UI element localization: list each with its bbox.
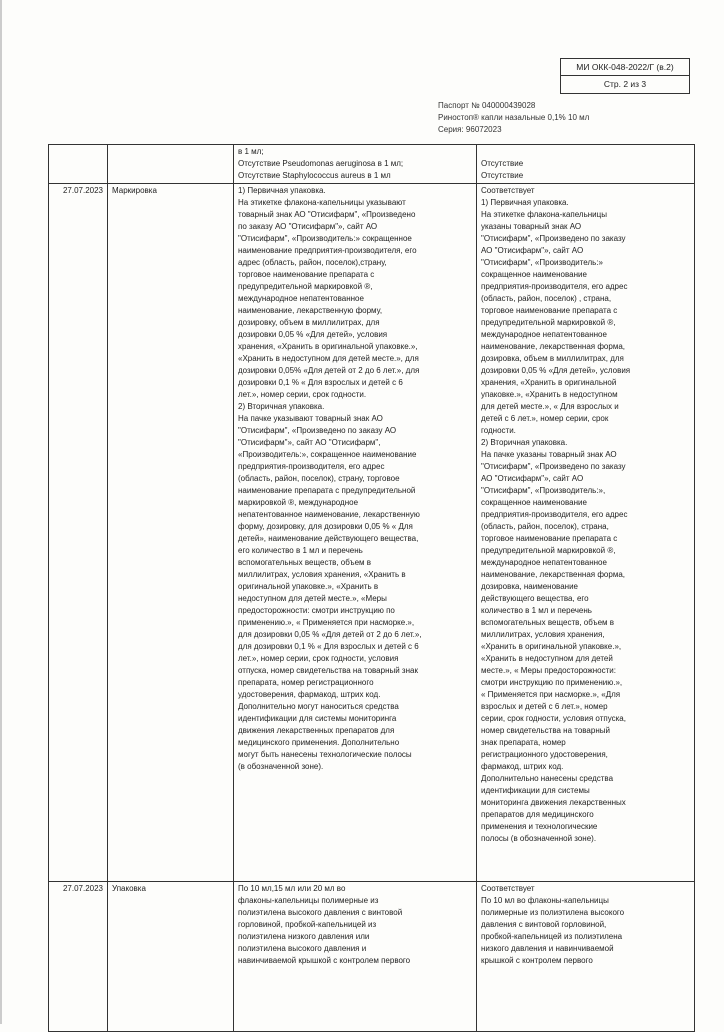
result-line: предупредительной маркировкой ®, — [481, 546, 616, 555]
requirement-line: препарата, номер регистрационного — [238, 678, 374, 687]
result-line: номер свидетельства на товарный — [481, 726, 610, 735]
result-line: Отсутствие — [481, 159, 524, 168]
requirement-line: предупредительной маркировкой ®, — [238, 282, 373, 291]
test-date: 27.07.2023 — [62, 884, 103, 893]
result-line: серии, срок годности, условия отпуска, — [481, 714, 626, 723]
requirement-line: «Производитель:», сокращенное наименование — [238, 450, 417, 459]
requirement-line: Отсутствие Pseudomonas aeruginosa в 1 мл; — [238, 159, 404, 168]
page-number: Стр. 2 из 3 — [603, 79, 647, 89]
result-line: "Отисифарм", «Производитель:» — [481, 258, 603, 267]
result-line: давления с винтовой горловиной, — [481, 920, 607, 929]
result-line: действующего вещества, его — [481, 594, 589, 603]
result-line: дозировка, объем в миллилитрах, для — [481, 354, 624, 363]
test-date: 27.07.2023 — [62, 186, 103, 195]
requirement-line: лет.», номер серии, срок годности, условия — [238, 654, 399, 663]
table-row — [49, 145, 695, 184]
date-cell — [49, 184, 108, 882]
result-line: предприятия-производителя, его адрес — [481, 282, 628, 291]
result-line: количество в 1 мл и перечень — [481, 606, 592, 615]
quality-control-table — [48, 144, 695, 1032]
result-line: Отсутствие — [481, 171, 524, 180]
result-line: "Отисифарм", «Произведено по заказу — [481, 462, 626, 471]
result-line: международное непатентованное — [481, 330, 607, 339]
requirement-line: хранения, «Хранить в оригинальной упаковке.», — [238, 342, 418, 351]
result-line: торговое наименование препарата с — [481, 534, 618, 543]
date-cell — [49, 145, 108, 184]
requirement-line: наименование предприятия-производителя, его — [238, 246, 417, 255]
result-line: регистрационного удостоверения, — [481, 750, 608, 759]
requirement-line: 1) Первичная упаковка. — [238, 186, 326, 195]
requirement-line: миллилитрах, условия хранения, «Хранить в — [238, 570, 406, 579]
result-line: пробкой-капельницей из полиэтилена — [481, 932, 623, 941]
result-line: сокращенное наименование — [481, 270, 587, 279]
result-line: для детей месте.», « Для взрослых и — [481, 402, 619, 411]
requirement-line: «Хранить в недоступном для детей месте.», для — [238, 354, 419, 363]
result-line: «Хранить в оригинальной упаковке.», — [481, 642, 622, 651]
requirement-line: движения лекарственных препаратов для — [238, 726, 395, 735]
requirement-line: Дополнительно могут наноситься средства — [238, 702, 399, 711]
requirement-line: полиэтилена низкого давления или — [238, 932, 370, 941]
requirement-line: в 1 мл; — [238, 147, 264, 156]
result-line: АО "Отисифарм"», сайт АО — [481, 246, 584, 255]
result-line: вспомогательных веществ, объем в — [481, 618, 614, 627]
requirement-line: Отсутствие Staphylococcus aureus в 1 мл — [238, 171, 391, 180]
requirement-line: предприятия-производителя, его адрес — [238, 462, 385, 471]
requirement-cell — [234, 145, 477, 184]
result-line: детей с 6 лет.», номер серии, срок — [481, 414, 609, 423]
requirement-line: его количество в 1 мл и перечень — [238, 546, 363, 555]
requirement-line: форму, дозировку, для дозировки 0,05 % « Для — [238, 522, 413, 531]
table-row — [49, 882, 695, 1032]
requirement-line: детей», наименование действующего вещества, — [238, 534, 419, 543]
requirement-line: международное непатентованное — [238, 294, 364, 303]
result-line: (область, район, поселок), страна, — [481, 522, 609, 531]
result-line: полосы (в обозначенной зоне). — [481, 834, 597, 843]
requirement-line: По 10 мл,15 мл или 20 мл во — [238, 884, 346, 893]
requirement-line: по заказу АО "Отисифарм"», сайт АО — [238, 222, 378, 231]
result-line: предприятия-производителя, его адрес — [481, 510, 628, 519]
requirement-line: оригинальной упаковке.», «Хранить в — [238, 582, 379, 591]
indicator-cell — [108, 882, 234, 1032]
result-line: указаны товарный знак АО — [481, 222, 582, 231]
result-line: взрослых и детей с 6 лет.», номер — [481, 702, 608, 711]
result-line: 1) Первичная упаковка. — [481, 198, 569, 207]
requirement-line: недоступном для детей месте.», «Меры — [238, 594, 387, 603]
result-line: Соответствует — [481, 186, 535, 195]
requirement-line: флаконы-капельницы полимерные из — [238, 896, 379, 905]
requirement-cell — [234, 882, 477, 1032]
passport-block — [438, 100, 589, 136]
result-line: «Хранить в недоступном для детей — [481, 654, 613, 663]
requirement-line: "Отисифарм", «Производитель:» сокращенное — [238, 234, 412, 243]
result-line: годности. — [481, 426, 516, 435]
requirement-line: "Отисифарм", «Произведено по заказу АО — [238, 426, 397, 435]
requirement-line: удостоверения, фармакод, штрих код. — [238, 690, 381, 699]
requirement-line: дозировку, объем в миллилитрах, для — [238, 318, 380, 327]
requirement-line: применению.», « Применяется при насморке.», — [238, 618, 415, 627]
result-line: смотри инструкцию по применению.», — [481, 678, 623, 687]
requirement-line: наименование препарата с предупредительной — [238, 486, 416, 495]
requirement-line: наименование, лекарственную форму, — [238, 306, 383, 315]
requirement-line: маркировкой ®, международное — [238, 498, 359, 507]
requirement-line: отпуска, номер свидетельства на товарный знак — [238, 666, 418, 675]
requirement-line: (область, район, поселок), страну, торговое — [238, 474, 400, 483]
result-line: На пачке указаны товарный знак АО — [481, 450, 617, 459]
indicator-name: Маркировка — [112, 186, 157, 195]
indicator-cell — [108, 145, 234, 184]
requirement-line: горловиной, пробкой-капельницей из — [238, 920, 377, 929]
result-line: « Применяется при насморке.», «Для — [481, 690, 621, 699]
requirement-line: для дозировки 0,1 % « Для взрослых и детей с 6 — [238, 642, 419, 651]
result-line: Соответствует — [481, 884, 535, 893]
result-line: мониторинга движения лекарственных — [481, 798, 626, 807]
requirement-line: медицинского применения. Дополнительно — [238, 738, 400, 747]
result-line: (область, район, поселок) , страна, — [481, 294, 612, 303]
result-line: упаковке.», «Хранить в недоступном — [481, 390, 618, 399]
requirement-line: (в обозначенной зоне). — [238, 762, 324, 771]
result-line: знак препарата, номер — [481, 738, 566, 747]
result-line: препаратов для медицинского — [481, 810, 594, 819]
result-line: По 10 мл во флаконы-капельницы — [481, 896, 609, 905]
result-line: 2) Вторичная упаковка. — [481, 438, 568, 447]
scan-edge — [0, 0, 2, 1024]
result-line: АО "Отисифарм"», сайт АО — [481, 474, 584, 483]
result-line: "Отисифарм", «Производитель:», — [481, 486, 606, 495]
series-number: Серия: 96072023 — [438, 125, 502, 134]
requirement-line: полиэтилена высокого давления и — [238, 944, 367, 953]
date-cell — [49, 882, 108, 1032]
result-line: дозировки 0,05 % «Для детей», условия — [481, 366, 631, 375]
requirement-line: лет.», номер серии, срок годности. — [238, 390, 367, 399]
document-code: МИ ОКК-048-2022/Г (в.2) — [561, 59, 689, 76]
result-cell — [477, 882, 695, 1032]
requirement-line: На пачке указывают товарный знак АО — [238, 414, 383, 423]
result-line: миллилитрах, условия хранения, — [481, 630, 605, 639]
result-line: наименование, лекарственная форма, — [481, 342, 625, 351]
requirement-line: дозировки 0,05 % «Для детей», условия — [238, 330, 388, 339]
requirement-line: идентификации для системы мониторинга — [238, 714, 397, 723]
document-code-box — [560, 58, 690, 94]
requirement-line: полиэтилена высокого давления с винтовой — [238, 908, 403, 917]
result-line: идентификации для системы — [481, 786, 590, 795]
result-line: дозировка, наименование — [481, 582, 578, 591]
result-line: Дополнительно нанесены средства — [481, 774, 614, 783]
result-line: предупредительной маркировкой ®, — [481, 318, 616, 327]
requirement-line: дозировки 0,05% «Для детей от 2 до 6 лет.», для — [238, 366, 420, 375]
result-line: "Отисифарм", «Произведено по заказу — [481, 234, 626, 243]
result-line: хранения, «Хранить в оригинальной — [481, 378, 617, 387]
indicator-cell — [108, 184, 234, 882]
result-cell — [477, 184, 695, 882]
result-line: международное непатентованное — [481, 558, 607, 567]
passport-number: Паспорт № 040000439028 — [438, 101, 536, 110]
result-line: На этикетке флакона-капельницы — [481, 210, 607, 219]
requirement-line: могут быть нанесены технологические полосы — [238, 750, 412, 759]
result-line — [481, 146, 690, 158]
result-line: применения и технологические — [481, 822, 598, 831]
result-line: крышкой с контролем первого — [481, 956, 593, 965]
requirement-line: дозировки 0,1 % « Для взрослых и детей с 6 — [238, 378, 403, 387]
result-line: сокращенное наименование — [481, 498, 587, 507]
result-line: наименование, лекарственная форма, — [481, 570, 625, 579]
requirement-line: навинчиваемой крышкой с контролем первого — [238, 956, 411, 965]
requirement-line: предосторожности: смотри инструкцию по — [238, 606, 395, 615]
requirement-line: вспомогательных веществ, объем в — [238, 558, 371, 567]
requirement-line: для дозировки 0,05 % «Для детей от 2 до 6 лет.», — [238, 630, 422, 639]
requirement-line: "Отисифарм"», сайт АО "Отисифарм", — [238, 438, 381, 447]
requirement-line: торговое наименование препарата с — [238, 270, 375, 279]
result-cell — [477, 145, 695, 184]
result-line: низкого давления и навинчиваемой — [481, 944, 614, 953]
requirement-cell — [234, 184, 477, 882]
table-row — [49, 184, 695, 882]
result-line: месте.», « Меры предосторожности: — [481, 666, 616, 675]
indicator-name: Упаковка — [112, 884, 146, 893]
result-line: торговое наименование препарата с — [481, 306, 618, 315]
requirement-line: товарный знак АО "Отисифарм", «Произведено — [238, 210, 416, 219]
result-line: фармакод, штрих код. — [481, 762, 564, 771]
product-name: Риностоп® капли назальные 0,1% 10 мл — [438, 113, 590, 122]
result-line: полимерные из полиэтилена высокого — [481, 908, 625, 917]
requirement-line: На этикетке флакона-капельницы указывают — [238, 198, 406, 207]
requirement-line: непатентованное наименование, лекарственную — [238, 510, 420, 519]
requirement-line: адрес (область, район, поселок),страну, — [238, 258, 387, 267]
requirement-line: 2) Вторичная упаковка. — [238, 402, 325, 411]
